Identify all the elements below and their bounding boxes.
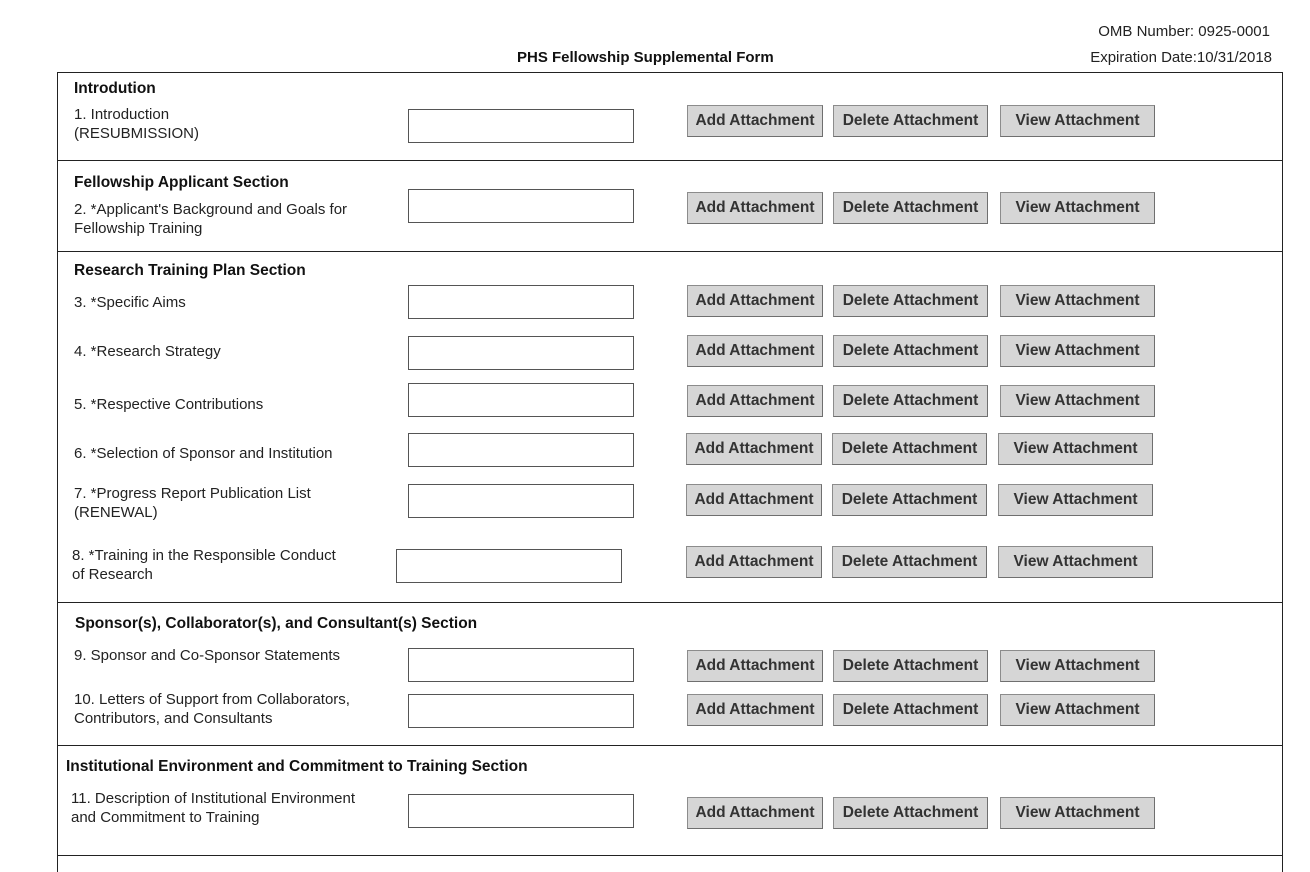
delete-attachment-button[interactable]: Delete Attachment bbox=[832, 484, 987, 516]
view-attachment-button[interactable]: View Attachment bbox=[1000, 105, 1155, 137]
delete-attachment-button[interactable]: Delete Attachment bbox=[833, 797, 988, 829]
view-attachment-button[interactable]: View Attachment bbox=[1000, 385, 1155, 417]
section-title-fellowship-applicant: Fellowship Applicant Section bbox=[74, 174, 289, 191]
delete-attachment-button[interactable]: Delete Attachment bbox=[833, 385, 988, 417]
attachment-field-applicant-background[interactable] bbox=[408, 189, 634, 223]
delete-attachment-button[interactable]: Delete Attachment bbox=[833, 335, 988, 367]
item-label-selection-of-sponsor: 6. *Selection of Sponsor and Institution bbox=[74, 445, 333, 462]
attachment-field-sponsor-statements[interactable] bbox=[408, 648, 634, 682]
add-attachment-button[interactable]: Add Attachment bbox=[687, 105, 823, 137]
attachment-field-letters-of-support[interactable] bbox=[408, 694, 634, 728]
attachment-field-respective-contributions[interactable] bbox=[408, 383, 634, 417]
view-attachment-button[interactable]: View Attachment bbox=[1000, 650, 1155, 682]
section-title-research-training-plan: Research Training Plan Section bbox=[74, 262, 306, 279]
add-attachment-button[interactable]: Add Attachment bbox=[687, 694, 823, 726]
section-divider bbox=[57, 745, 1283, 746]
item-label-applicant-background: 2. *Applicant's Background and Goals for Fellowship Training bbox=[74, 201, 348, 237]
add-attachment-button[interactable]: Add Attachment bbox=[687, 650, 823, 682]
attachment-field-selection-of-sponsor[interactable] bbox=[408, 433, 634, 467]
add-attachment-button[interactable]: Add Attachment bbox=[687, 797, 823, 829]
omb-number: OMB Number: 0925-0001 bbox=[1098, 23, 1270, 40]
delete-attachment-button[interactable]: Delete Attachment bbox=[833, 650, 988, 682]
item-label-sponsor-statements: 9. Sponsor and Co-Sponsor Statements bbox=[74, 647, 340, 664]
delete-attachment-button[interactable]: Delete Attachment bbox=[832, 433, 987, 465]
item-label-respective-contributions: 5. *Respective Contributions bbox=[74, 396, 264, 413]
delete-attachment-button[interactable]: Delete Attachment bbox=[833, 105, 988, 137]
add-attachment-button[interactable]: Add Attachment bbox=[686, 433, 822, 465]
attachment-field-specific-aims[interactable] bbox=[408, 285, 634, 319]
section-divider bbox=[57, 855, 1283, 856]
section-divider bbox=[57, 160, 1283, 161]
item-label-specific-aims: 3. *Specific Aims bbox=[74, 294, 186, 311]
view-attachment-button[interactable]: View Attachment bbox=[998, 433, 1153, 465]
view-attachment-button[interactable]: View Attachment bbox=[1000, 335, 1155, 367]
view-attachment-button[interactable]: View Attachment bbox=[1000, 694, 1155, 726]
add-attachment-button[interactable]: Add Attachment bbox=[687, 285, 823, 317]
attachment-field-institutional-environment[interactable] bbox=[408, 794, 634, 828]
section-title-introduction: Introdution bbox=[74, 80, 156, 97]
add-attachment-button[interactable]: Add Attachment bbox=[687, 335, 823, 367]
attachment-field-introduction[interactable] bbox=[408, 109, 634, 143]
view-attachment-button[interactable]: View Attachment bbox=[1000, 192, 1155, 224]
item-label-research-strategy: 4. *Research Strategy bbox=[74, 343, 221, 360]
view-attachment-button[interactable]: View Attachment bbox=[1000, 285, 1155, 317]
delete-attachment-button[interactable]: Delete Attachment bbox=[833, 192, 988, 224]
item-label-introduction: 1. Introduction (RESUBMISSION) bbox=[74, 106, 200, 142]
section-title-institutional-environment: Institutional Environment and Commitment to Training Section bbox=[66, 758, 528, 775]
item-label-responsible-conduct: 8. *Training in the Responsible Conduct of Research bbox=[72, 547, 336, 583]
item-label-letters-of-support: 10. Letters of Support from Collaborators, Contributors, and Consultants bbox=[74, 691, 350, 727]
attachment-field-research-strategy[interactable] bbox=[408, 336, 634, 370]
add-attachment-button[interactable]: Add Attachment bbox=[687, 192, 823, 224]
add-attachment-button[interactable]: Add Attachment bbox=[686, 484, 822, 516]
expiration-date: Expiration Date:10/31/2018 bbox=[1090, 49, 1272, 66]
attachment-field-responsible-conduct[interactable] bbox=[396, 549, 622, 583]
section-divider bbox=[57, 251, 1283, 252]
view-attachment-button[interactable]: View Attachment bbox=[998, 546, 1153, 578]
delete-attachment-button[interactable]: Delete Attachment bbox=[832, 546, 987, 578]
attachment-field-progress-report[interactable] bbox=[408, 484, 634, 518]
section-title-sponsors-collaborators: Sponsor(s), Collaborator(s), and Consultant(s) Section bbox=[75, 615, 478, 632]
add-attachment-button[interactable]: Add Attachment bbox=[687, 385, 823, 417]
section-divider bbox=[57, 602, 1283, 603]
item-label-institutional-environment: 11. Description of Institutional Environment and Commitment to Training bbox=[71, 790, 356, 826]
form-title: PHS Fellowship Supplemental Form bbox=[517, 49, 774, 66]
delete-attachment-button[interactable]: Delete Attachment bbox=[833, 285, 988, 317]
delete-attachment-button[interactable]: Delete Attachment bbox=[833, 694, 988, 726]
item-label-progress-report: 7. *Progress Report Publication List (RENEWAL) bbox=[74, 485, 311, 521]
add-attachment-button[interactable]: Add Attachment bbox=[686, 546, 822, 578]
view-attachment-button[interactable]: View Attachment bbox=[1000, 797, 1155, 829]
view-attachment-button[interactable]: View Attachment bbox=[998, 484, 1153, 516]
